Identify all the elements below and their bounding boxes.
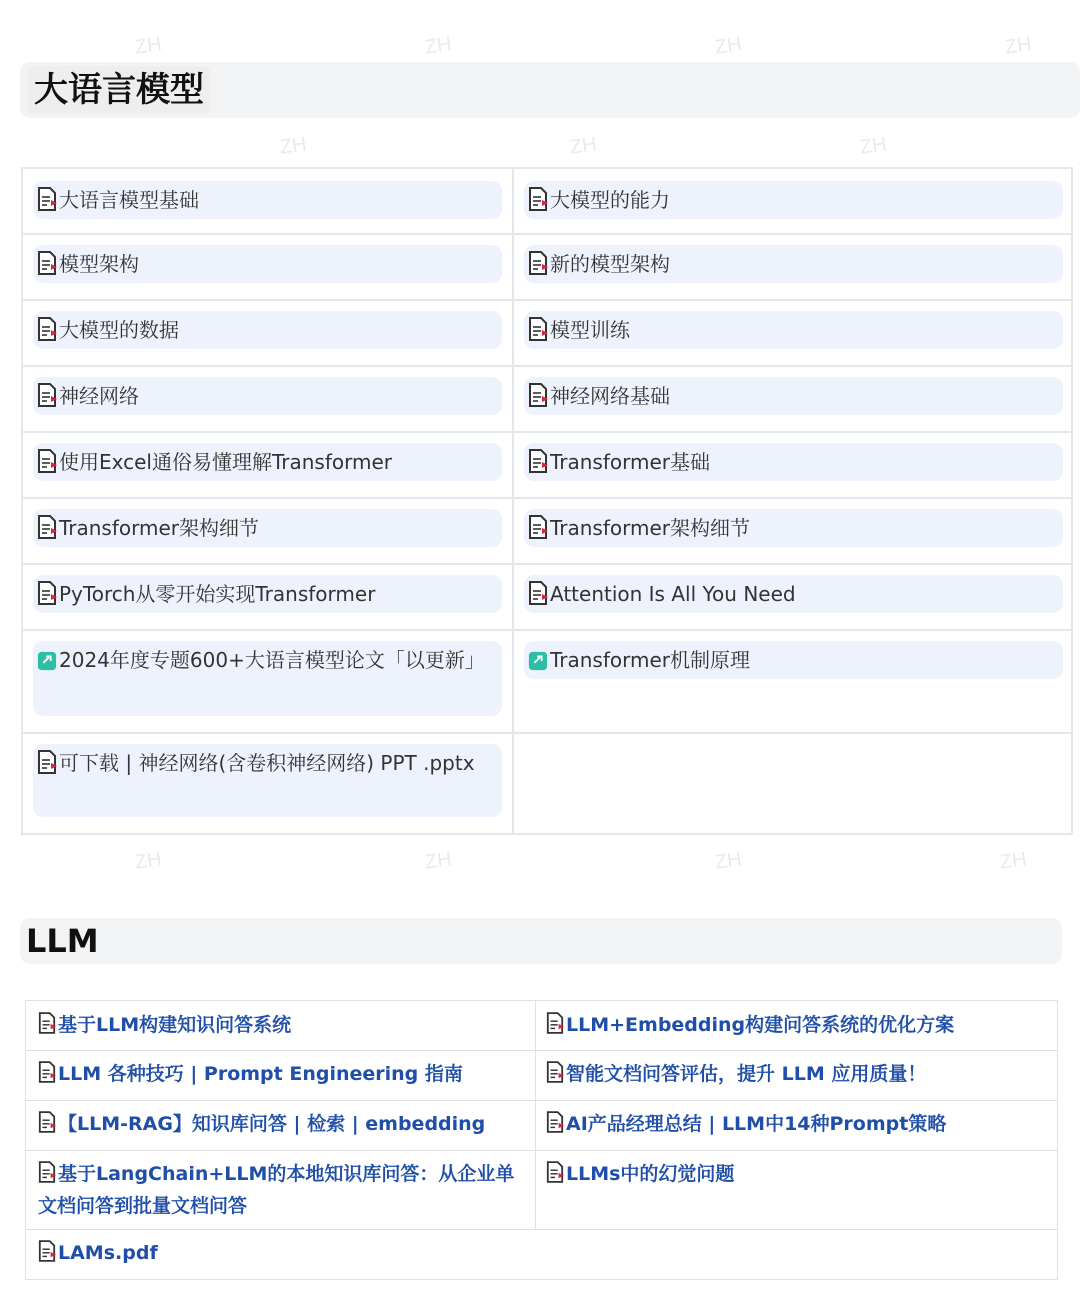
table-cell bbox=[23, 245, 512, 299]
llm-link[interactable] bbox=[38, 1110, 518, 1142]
section-title: LLM bbox=[26, 922, 99, 960]
topic-link-label: Transformer机制原理 bbox=[550, 648, 751, 672]
watermark: ZH bbox=[423, 33, 454, 59]
topic-link[interactable] bbox=[37, 575, 498, 617]
document-icon bbox=[37, 315, 57, 353]
table-cell bbox=[514, 245, 1073, 299]
llm-link-label: LLMs中的幻觉问题 bbox=[566, 1163, 735, 1185]
topic-link-label: 大模型的能力 bbox=[550, 188, 670, 212]
topic-link[interactable] bbox=[528, 181, 1059, 223]
topic-link-label: 使用Excel通俗易懂理解Transformer bbox=[59, 450, 392, 474]
table-cell bbox=[514, 575, 1073, 629]
document-icon bbox=[528, 315, 548, 353]
watermark: ZH bbox=[713, 848, 744, 874]
row-divider bbox=[26, 1050, 1057, 1051]
document-icon bbox=[38, 1111, 56, 1142]
topic-link[interactable] bbox=[37, 744, 498, 786]
watermark: ZH bbox=[713, 33, 744, 59]
topic-link-label: 神经网络基础 bbox=[550, 384, 670, 408]
topic-link-label: 2024年度专题600+大语言模型论文「以更新」 bbox=[59, 648, 485, 672]
document-icon bbox=[528, 579, 548, 617]
document-icon bbox=[37, 579, 57, 617]
topic-link-label: Transformer架构细节 bbox=[59, 516, 260, 540]
table-cell bbox=[514, 641, 1073, 732]
llm-link[interactable] bbox=[546, 1011, 1046, 1043]
row-divider bbox=[26, 1100, 1057, 1101]
row-divider bbox=[23, 732, 1071, 734]
llm-link[interactable] bbox=[546, 1160, 1046, 1192]
row-divider bbox=[23, 497, 1071, 499]
topic-link-label: 模型架构 bbox=[59, 252, 139, 276]
row-divider bbox=[26, 1229, 1057, 1230]
table-cell bbox=[514, 181, 1073, 233]
topic-link[interactable] bbox=[37, 377, 498, 419]
watermark: ZH bbox=[133, 33, 164, 59]
document-icon bbox=[528, 513, 548, 551]
watermark: ZH bbox=[858, 133, 889, 159]
topic-link-label: 可下载 | 神经网络(含卷积神经网络) PPT .pptx bbox=[59, 751, 475, 775]
llm-links-table bbox=[25, 1000, 1058, 1280]
llm-link[interactable] bbox=[38, 1011, 518, 1043]
table-cell bbox=[23, 744, 512, 833]
table-cell bbox=[514, 443, 1073, 497]
column-divider bbox=[535, 1001, 536, 1230]
topic-link[interactable] bbox=[37, 509, 498, 551]
topic-link-label: Attention Is All You Need bbox=[550, 582, 796, 606]
watermark: ZH bbox=[998, 848, 1029, 874]
document-icon bbox=[528, 447, 548, 485]
topic-link-label: PyTorch从零开始实现Transformer bbox=[59, 582, 376, 606]
llm-link-label: 基于LangChain+LLM的本地知识库问答：从企业单文档问答到批量文档问答 bbox=[38, 1163, 515, 1217]
llm-link[interactable] bbox=[38, 1160, 518, 1221]
topic-link-label: 模型训练 bbox=[550, 318, 630, 342]
watermark: ZH bbox=[1003, 33, 1034, 59]
row-divider bbox=[23, 299, 1071, 301]
table-cell bbox=[514, 377, 1073, 431]
table-cell bbox=[23, 575, 512, 629]
llm-link-label: 智能文档问答评估，提升 LLM 应用质量！ bbox=[566, 1063, 927, 1085]
llm-link[interactable] bbox=[546, 1060, 1046, 1092]
llm-link-label: 基于LLM构建知识问答系统 bbox=[58, 1014, 292, 1036]
llm-link[interactable] bbox=[38, 1060, 518, 1092]
row-divider bbox=[26, 1150, 1057, 1151]
llm-link-label: AI产品经理总结 | LLM中14种Prompt策略 bbox=[566, 1113, 947, 1135]
topic-link[interactable] bbox=[528, 575, 1059, 617]
topic-link[interactable] bbox=[528, 509, 1059, 551]
document-icon bbox=[38, 1061, 56, 1092]
topic-link[interactable] bbox=[528, 443, 1059, 485]
document-icon bbox=[37, 748, 57, 786]
topic-link[interactable] bbox=[37, 311, 498, 353]
watermark: ZH bbox=[133, 848, 164, 874]
topic-link[interactable] bbox=[528, 641, 1059, 683]
topic-link[interactable] bbox=[528, 377, 1059, 419]
watermark: ZH bbox=[278, 133, 309, 159]
document-icon bbox=[37, 381, 57, 419]
section-header-llm bbox=[20, 918, 1062, 964]
table-cell bbox=[23, 509, 512, 563]
topic-link-label: 神经网络 bbox=[59, 384, 139, 408]
table-cell bbox=[23, 443, 512, 497]
row-divider bbox=[23, 563, 1071, 565]
document-icon bbox=[546, 1161, 564, 1192]
document-icon bbox=[546, 1061, 564, 1092]
table-cell bbox=[23, 641, 512, 732]
document-icon bbox=[38, 1012, 56, 1043]
document-icon bbox=[528, 185, 548, 223]
document-icon bbox=[546, 1012, 564, 1043]
topic-link-label: 新的模型架构 bbox=[550, 252, 670, 276]
row-divider bbox=[23, 365, 1071, 367]
teal-link-icon bbox=[37, 645, 57, 683]
document-icon bbox=[546, 1111, 564, 1142]
llm-link-label: LLM 各种技巧 | Prompt Engineering 指南 bbox=[58, 1063, 463, 1085]
topic-link-label: Transformer架构细节 bbox=[550, 516, 751, 540]
row-divider bbox=[23, 233, 1071, 235]
llm-link-label: 【LLM-RAG】知识库问答 | 检索 | embedding bbox=[58, 1113, 486, 1135]
llm-link-label: LAMs.pdf bbox=[58, 1242, 158, 1264]
row-divider bbox=[23, 431, 1071, 433]
section-title: 大语言模型 bbox=[28, 66, 210, 114]
topic-link[interactable] bbox=[37, 443, 498, 485]
topic-link[interactable] bbox=[37, 245, 498, 287]
document-icon bbox=[38, 1240, 56, 1271]
section-header-large-language-models bbox=[20, 62, 1080, 118]
document-icon bbox=[37, 185, 57, 223]
topic-link[interactable] bbox=[528, 245, 1059, 287]
teal-link-icon bbox=[528, 645, 548, 683]
watermark: ZH bbox=[423, 848, 454, 874]
document-icon bbox=[37, 447, 57, 485]
topic-link-label: 大模型的数据 bbox=[59, 318, 179, 342]
llm-link-label: LLM+Embedding构建问答系统的优化方案 bbox=[566, 1014, 955, 1036]
topic-link[interactable] bbox=[37, 641, 498, 683]
document-icon bbox=[38, 1161, 56, 1192]
document-icon bbox=[37, 249, 57, 287]
row-divider bbox=[23, 629, 1071, 631]
llm-link[interactable] bbox=[38, 1239, 518, 1271]
table-cell bbox=[23, 377, 512, 431]
table-cell bbox=[23, 181, 512, 233]
llm-topics-table bbox=[21, 167, 1073, 835]
watermark: ZH bbox=[568, 133, 599, 159]
topic-link[interactable] bbox=[528, 311, 1059, 353]
topic-link[interactable] bbox=[37, 181, 498, 223]
topic-link-label: Transformer基础 bbox=[550, 450, 711, 474]
table-cell bbox=[23, 311, 512, 365]
document-icon bbox=[37, 513, 57, 551]
llm-link[interactable] bbox=[546, 1110, 1046, 1142]
table-cell bbox=[514, 509, 1073, 563]
topic-link-label: 大语言模型基础 bbox=[59, 188, 199, 212]
document-icon bbox=[528, 249, 548, 287]
table-cell bbox=[514, 311, 1073, 365]
document-icon bbox=[528, 381, 548, 419]
